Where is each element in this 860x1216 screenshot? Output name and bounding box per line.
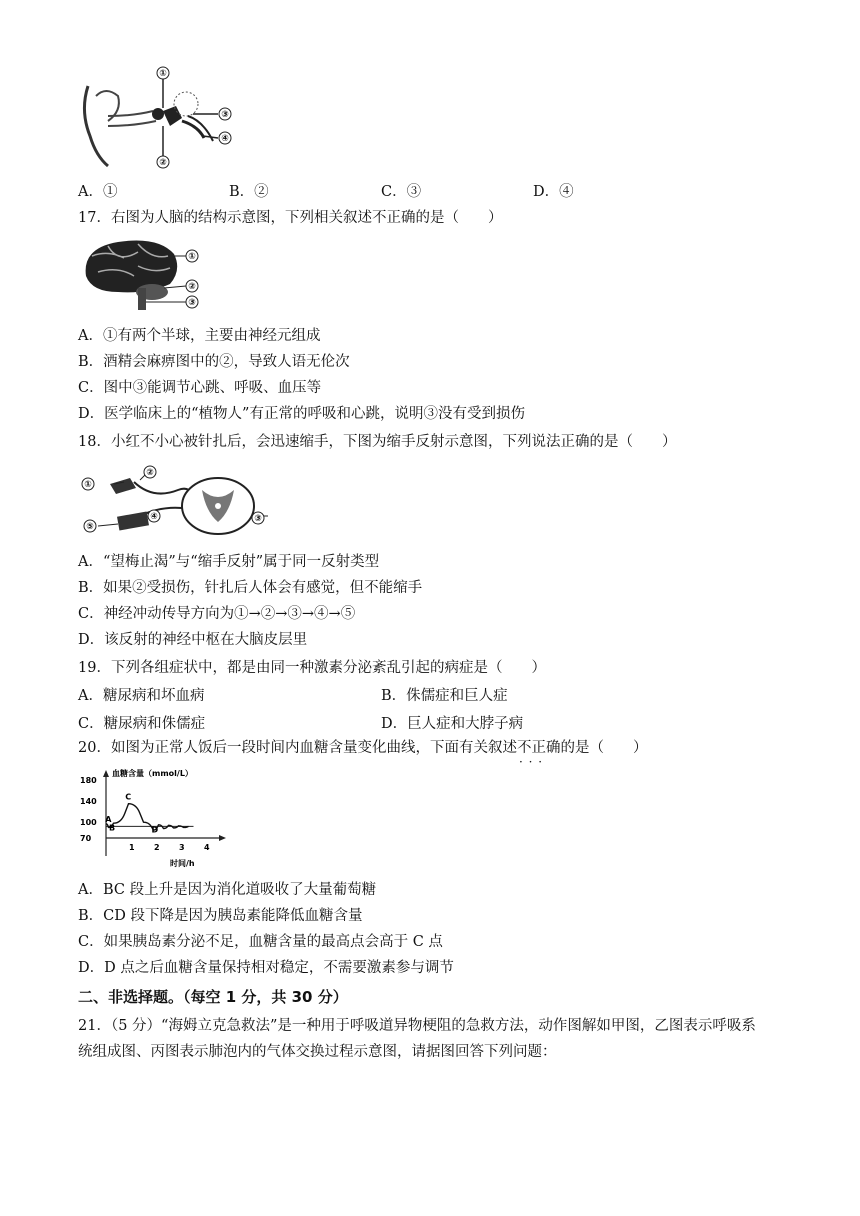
reflex-label-5: ⑤ <box>86 522 94 532</box>
q20-stem-before: 20．如图为正常人饭后一段时间内血糖含量变化曲线，下面有关叙述 <box>78 740 517 756</box>
ear-label-4: ④ <box>221 134 229 144</box>
point-label-b: B <box>109 823 116 833</box>
q21-stem-line-2: 统组成图、丙图表示肺泡内的气体交换过程示意图，请据图回答下列问题： <box>78 1044 557 1060</box>
reflex-label-3: ③ <box>254 514 262 524</box>
q17-option-d[interactable]: D．医学临床上的“植物人”有正常的呼吸和心跳，说明③没有受到损伤 <box>78 406 525 422</box>
q19-option-a[interactable]: A．糖尿病和坏血病 <box>78 688 205 704</box>
reflex-arc-figure <box>78 460 268 540</box>
ear-figure <box>78 66 248 176</box>
q20-stem-after: 的是（ ） <box>560 740 648 756</box>
q16-option-c[interactable]: C．③ <box>381 184 422 200</box>
y-axis-label: 血糖含量（mmol/L） <box>112 769 193 778</box>
q20-stem-emphasis: 不正确 · · · <box>517 740 561 756</box>
x-tick-label: 4 <box>204 843 210 852</box>
y-tick-label: 140 <box>80 797 97 807</box>
q19-option-b[interactable]: B．侏儒症和巨人症 <box>381 688 508 704</box>
brain-label-1: ① <box>188 252 196 262</box>
section-2-heading: 二、非选择题。（每空 1 分，共 30 分） <box>78 988 348 1006</box>
q17-option-b[interactable]: B．酒精会麻痹图中的②，导致人语无伦次 <box>78 354 350 370</box>
brain-figure <box>78 236 208 314</box>
blood-sugar-chart <box>78 766 228 870</box>
q18-option-d[interactable]: D．该反射的神经中枢在大脑皮层里 <box>78 632 308 648</box>
q19-stem: 19．下列各组症状中，都是由同一种激素分泌紊乱引起的病症是（ ） <box>78 660 546 676</box>
x-axis-arrow <box>219 835 226 841</box>
q19-option-d[interactable]: D．巨人症和大脖子病 <box>381 716 524 732</box>
q18-option-a[interactable]: A．“望梅止渴”与“缩手反射”属于同一反射类型 <box>78 554 380 570</box>
q16-option-a[interactable]: A．① <box>78 184 118 200</box>
q20-option-c[interactable]: C．如果胰岛素分泌不足，血糖含量的最高点会高于 C 点 <box>78 934 443 950</box>
q17-stem: 17．右图为人脑的结构示意图，下列相关叙述不正确的是（ ） <box>78 210 503 226</box>
q18-option-b[interactable]: B．如果②受损伤，针扎后人体会有感觉，但不能缩手 <box>78 580 423 596</box>
y-tick-label: 70 <box>80 834 92 843</box>
x-tick-label: 3 <box>179 843 185 852</box>
point-label-a: A <box>105 815 112 825</box>
y-axis-arrow <box>103 770 109 777</box>
q17-option-c[interactable]: C．图中③能调节心跳、呼吸、血压等 <box>78 380 322 396</box>
q20-stem <box>78 738 647 758</box>
q17-option-a[interactable]: A．①有两个半球，主要由神经元组成 <box>78 328 321 344</box>
ear-label-2: ② <box>159 158 167 168</box>
brain-label-3: ③ <box>188 298 196 308</box>
q20-option-b[interactable]: B．CD 段下降是因为胰岛素能降低血糖含量 <box>78 908 363 924</box>
y-tick-label: 180 <box>80 776 97 785</box>
x-tick-label: 2 <box>154 843 160 852</box>
ear-label-1: ① <box>159 69 167 79</box>
y-tick-label: 100 <box>80 818 97 828</box>
q16-option-b[interactable]: B．② <box>229 184 269 200</box>
point-label-c: C <box>125 792 132 802</box>
ear-label-3: ③ <box>221 110 229 120</box>
q18-option-c[interactable]: C．神经冲动传导方向为①→②→③→④→⑤ <box>78 606 356 622</box>
q18-stem: 18．小红不小心被针扎后，会迅速缩手，下图为缩手反射示意图，下列说法正确的是（ ） <box>78 434 677 450</box>
reflex-label-4: ④ <box>150 512 158 522</box>
reflex-label-2: ② <box>146 468 154 478</box>
x-axis-label: 时间/h <box>170 859 195 868</box>
q19-option-c[interactable]: C．糖尿病和侏儒症 <box>78 716 206 732</box>
q21-stem-line-1: 21．（5 分）“海姆立克急救法”是一种用于呼吸道异物梗阻的急救方法，动作图解如甲图，乙图表示呼吸系 <box>78 1018 756 1034</box>
reflex-label-1: ① <box>84 480 92 490</box>
q20-option-d[interactable]: D．D 点之后血糖含量保持相对稳定，不需要激素参与调节 <box>78 960 454 976</box>
q16-option-d[interactable]: D．④ <box>533 184 574 200</box>
point-label-d: D <box>151 825 159 835</box>
q20-option-a[interactable]: A．BC 段上升是因为消化道吸收了大量葡萄糖 <box>78 882 377 898</box>
x-tick-label: 1 <box>129 843 135 852</box>
brain-label-2: ② <box>188 282 196 292</box>
